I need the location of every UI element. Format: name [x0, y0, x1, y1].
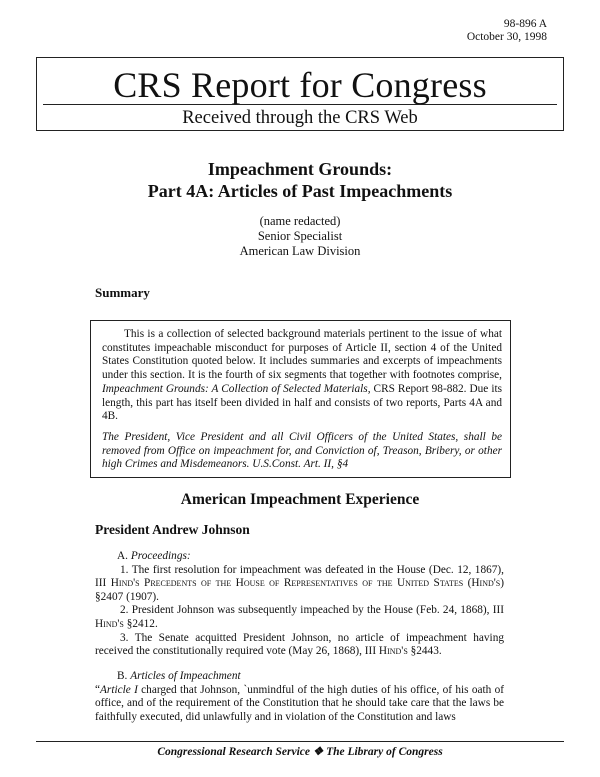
proceedings-item-1	[95, 564, 504, 605]
summary-box	[90, 320, 511, 478]
report-number: 98-896 A	[503, 18, 547, 30]
proceedings-heading	[117, 550, 504, 564]
proceedings-block	[95, 550, 505, 659]
title-line-2: Part 4A: Articles of Past Impeachments	[147, 181, 453, 201]
author-name: (name redacted)	[259, 214, 341, 228]
articles-block	[95, 670, 504, 724]
footer-rule	[36, 741, 564, 742]
author-role: Senior Specialist	[257, 229, 343, 243]
summary-paragraph	[102, 328, 502, 424]
item-3-text: 3. The Senate acquitted President Johnson, no article of impeachment having received the constitutionally required vote (May 26, 1868), III	[95, 631, 504, 658]
item-2-citation: Hind's	[95, 617, 124, 630]
title-line-1: Impeachment Grounds:	[207, 159, 393, 179]
footer: Congressional Research Service ❖ The Library of Congress	[157, 746, 443, 758]
articles-heading	[117, 670, 504, 684]
summary-text: This is a collection of selected background materials pertinent to the issue of what constitutes impeachable misconduct for purposes of Article II, section 4 of the United States Constitution quoted below. It includes summaries and excerpts of impeachments under this section. It is the fourth of six segments that together with footnotes comprise,	[102, 328, 502, 382]
item-1-citation: Hind's Precedents of the House of Representatives of the United States (Hind's)	[110, 577, 505, 590]
summary-cited-title: Impeachment Grounds: A Collection of Selected Materials,	[102, 382, 371, 395]
proceedings-item-2	[95, 604, 504, 631]
item-1-text: 1. The first resolution for impeachment was defeated in the House (Dec. 12, 1867), III	[95, 563, 504, 590]
document-title	[0, 158, 600, 202]
item-2-text: 2. President Johnson was subsequently impeached by the House (Feb. 24, 1868), III	[120, 604, 504, 617]
articles-label: B.	[117, 670, 128, 682]
item-1-section: §2407 (1907).	[95, 590, 160, 603]
item-2-section: §2412.	[126, 617, 158, 630]
proceedings-item-3	[95, 632, 504, 659]
summary-heading: Summary	[95, 285, 150, 300]
article-one-text: charged that Johnson, `unmindful of the high duties of his office, of his oath of office, and of the requirement of the Constitution that he should take care that the laws be faithfully executed, did unlawfully and in violation of the Constitution and laws	[95, 683, 504, 723]
item-3-citation: Hind's	[378, 645, 408, 658]
report-identifier	[467, 18, 547, 44]
summary-text-end: CRS Report 98-882. Due its length, this part has itself been divided in half and consists of two reports, Parts 4A and 4B.	[102, 382, 503, 423]
proceedings-title: Proceedings:	[130, 550, 191, 562]
section-heading: American Impeachment Experience	[180, 491, 420, 508]
articles-title: Articles of Impeachment	[130, 670, 241, 682]
author-division: American Law Division	[239, 244, 361, 258]
article-one-label: Article I	[100, 683, 138, 696]
item-3-section: §2443.	[410, 645, 442, 658]
masthead-subtitle: Received through the CRS Web	[182, 108, 418, 128]
author-block	[0, 214, 600, 259]
open-quote: “	[95, 683, 101, 696]
masthead-title: CRS Report for Congress	[113, 65, 487, 105]
masthead-box	[36, 57, 564, 131]
report-date: October 30, 1998	[466, 31, 547, 43]
subsection-heading: President Andrew Johnson	[95, 522, 250, 537]
article-one-paragraph	[95, 684, 504, 725]
proceedings-label: A.	[117, 550, 128, 562]
constitution-quote: The President, Vice President and all Civil Officers of the United States, shall be removed from Office on impeachment for, and Conviction of, Treason, Bribery, or other high Crimes and Misdemeanors. U.S.Const. Art. II, §4	[102, 430, 502, 471]
masthead-rule	[43, 104, 557, 105]
